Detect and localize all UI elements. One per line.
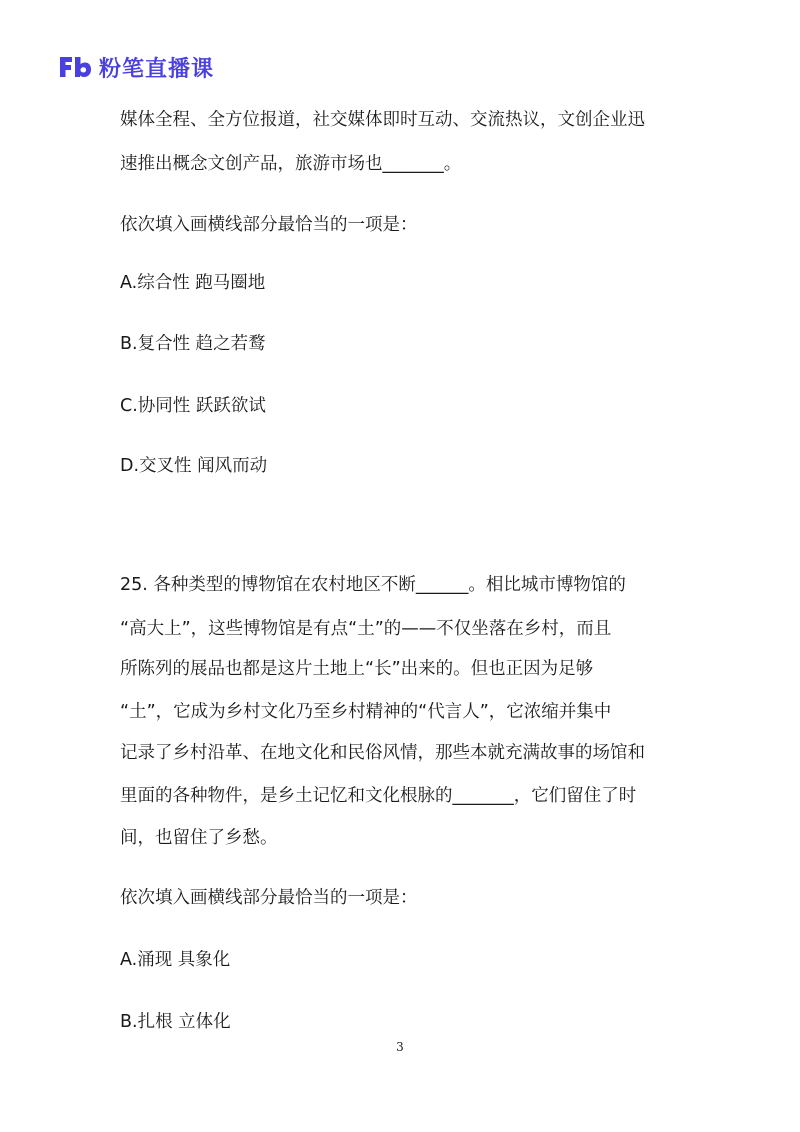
q25-stem-line: 间，也留住了乡愁。 <box>120 828 278 848</box>
q24-option-b: B.复合性 趋之若鹜 <box>120 334 266 354</box>
q25-option-a: A.涌现 具象化 <box>120 950 231 970</box>
page-number: 3 <box>396 1040 404 1054</box>
q25-stem-line: 所陈列的展品也都是这片土地上“长”出来的。但也正因为足够 <box>120 659 594 679</box>
header-logo <box>57 52 214 82</box>
q25-stem-line: 记录了乡村沿革、在地文化和民俗风情，那些本就充满故事的场馆和 <box>120 743 645 763</box>
q24-option-a: A.综合性 跑马圈地 <box>120 273 266 293</box>
q25-stem-line: 25. 各种类型的博物馆在农村地区不断______。相比城市博物馆的 <box>120 575 626 595</box>
q25-stem-line: “高大上”，这些博物馆是有点“土”的——不仅坐落在乡村，而且 <box>120 619 612 639</box>
q24-stem-line: 速推出概念文创产品，旅游市场也_______。 <box>120 154 462 174</box>
q24-stem-line: 媒体全程、全方位报道，社交媒体即时互动、交流热议，文创企业迅 <box>120 110 645 130</box>
q24-option-c: C.协同性 跃跃欲试 <box>120 396 266 416</box>
q25-stem-line: “土”，它成为乡村文化乃至乡村精神的“代言人”，它浓缩并集中 <box>120 702 612 722</box>
logo-text: 粉笔直播课 <box>99 56 215 82</box>
q24-prompt: 依次填入画横线部分最恰当的一项是： <box>120 215 418 235</box>
q25-prompt: 依次填入画横线部分最恰当的一项是： <box>120 888 418 908</box>
q25-stem-line: 里面的各种物件，是乡土记忆和文化根脉的_______，它们留住了时 <box>120 786 637 806</box>
fb-logo-icon <box>57 54 93 80</box>
q24-option-d: D.交叉性 闻风而动 <box>120 456 268 476</box>
q25-option-b: B.扎根 立体化 <box>120 1012 231 1032</box>
